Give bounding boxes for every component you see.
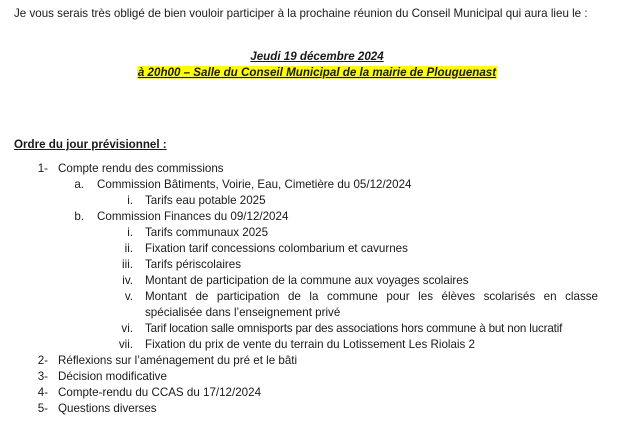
agenda-subitem	[0, 209, 634, 225]
agenda-item-number: v.	[124, 290, 133, 303]
agenda-item-text: Compte rendu des commissions	[58, 162, 224, 175]
agenda-item-text: Tarif location salle omnisports par des associations hors commune à but non lucratif	[145, 322, 563, 335]
agenda-item-text: Tarifs communaux 2025	[145, 226, 269, 239]
agenda-subsubitem	[0, 241, 634, 257]
agenda-item-number: 2-	[37, 354, 48, 367]
meeting-date: Jeudi 19 décembre 2024	[250, 50, 384, 63]
agenda-subsubitem	[0, 257, 634, 273]
agenda-item-number: 5-	[37, 402, 48, 415]
agenda-item-text: Questions diverses	[58, 402, 157, 415]
agenda-item-number: 4-	[37, 386, 48, 399]
agenda-item-text: Fixation tarif concessions colombarium et cavurnes	[145, 242, 408, 255]
agenda-item	[0, 161, 634, 177]
agenda-item-number: b.	[74, 210, 84, 223]
agenda-item-number: iv.	[122, 274, 133, 287]
agenda-item-text: Commission Finances du 09/12/2024	[97, 210, 289, 223]
agenda-item	[0, 385, 634, 401]
agenda-item-number: i.	[127, 194, 133, 207]
agenda-item-text: Tarifs eau potable 2025	[145, 194, 266, 207]
agenda-item-number: 1-	[37, 162, 48, 175]
agenda-item-continuation	[0, 305, 634, 321]
agenda-item	[0, 353, 634, 369]
agenda-item-text: Décision modificative	[58, 370, 167, 383]
agenda-item-number: ii.	[124, 242, 133, 255]
agenda-item	[0, 401, 634, 417]
agenda-item-text: Tarifs périscolaires	[145, 258, 241, 271]
agenda-item-text: Compte-rendu du CCAS du 17/12/2024	[58, 386, 262, 399]
agenda-subsubitem	[0, 193, 634, 209]
agenda-item-number: iii.	[122, 258, 133, 271]
agenda-item-text: Fixation du prix de vente du terrain du Lotissement Les Riolais 2	[145, 338, 475, 351]
agenda-item-text: Réflexions sur l’aménagement du pré et le bâti	[58, 354, 298, 367]
meeting-details	[0, 49, 634, 82]
agenda-subsubitem	[0, 289, 634, 305]
agenda-item-number: 3-	[37, 370, 48, 383]
agenda-item-text: Montant de participation de la commune pour les élèves scolarisés en classe	[145, 290, 598, 303]
agenda-item	[0, 369, 634, 385]
agenda-item-number: vii.	[118, 338, 133, 351]
intro-paragraph: Je vous serais très obligé de bien vouloir participer à la prochaine réunion du Conseil Municipal qui aura lieu le :	[14, 7, 588, 20]
agenda-item-number: a.	[74, 178, 84, 191]
agenda-item-text: Commission Bâtiments, Voirie, Eau, Cimetière du 05/12/2024	[97, 178, 412, 191]
agenda-subsubitem	[0, 273, 634, 289]
agenda-item-number: vi.	[121, 322, 133, 335]
agenda-subsubitem	[0, 321, 634, 337]
meeting-time-place: à 20h00 – Salle du Conseil Municipal de la mairie de Plouguenast	[137, 66, 497, 79]
agenda-subsubitem	[0, 225, 634, 241]
agenda-item-text: Montant de participation de la commune aux voyages scolaires	[145, 274, 469, 287]
agenda-title: Ordre du jour prévisionnel :	[14, 138, 167, 151]
agenda-item-number: i.	[127, 226, 133, 239]
agenda-subsubitem	[0, 337, 634, 353]
agenda-item-text: spécialisée dans l’enseignement privé	[145, 306, 341, 319]
agenda-subitem	[0, 177, 634, 193]
